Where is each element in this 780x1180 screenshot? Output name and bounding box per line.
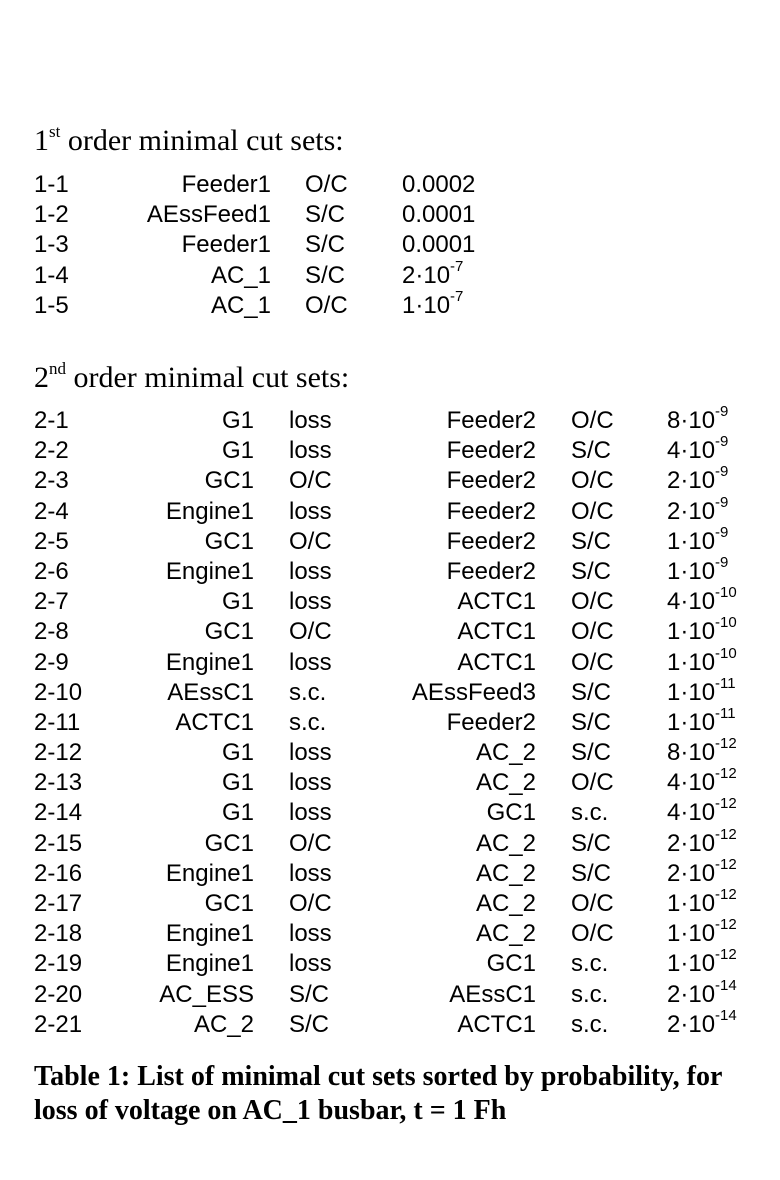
probability <box>667 855 737 889</box>
probability-mantissa: 0.0002 <box>402 171 476 198</box>
table-row <box>0 553 780 587</box>
component-2: AC_2 <box>475 769 536 797</box>
failure-mode-2: O/C <box>571 497 614 525</box>
cut-set-id: 1-2 <box>34 201 69 229</box>
component-1: Engine1 <box>165 497 254 525</box>
failure-mode-1: s.c. <box>289 708 327 736</box>
probability <box>667 674 736 708</box>
table-row <box>0 403 780 436</box>
probability <box>667 523 729 557</box>
failure-mode: O/C <box>305 171 348 198</box>
probability-mantissa: 2·10 <box>667 467 716 495</box>
probability-exponent: -9 <box>715 493 729 511</box>
failure-mode-2: s.c. <box>571 950 609 978</box>
probability <box>402 170 475 200</box>
probability <box>667 735 737 768</box>
probability-mantissa: 1·10 <box>667 527 716 555</box>
probability-exponent: -14 <box>715 1006 737 1024</box>
failure-mode-1: S/C <box>289 1010 330 1038</box>
first-order-heading: 1st order minimal cut sets: <box>34 122 344 157</box>
failure-mode-1: loss <box>289 739 332 767</box>
component-1: Engine1 <box>165 859 254 887</box>
component-1: Engine1 <box>165 648 254 676</box>
component-2: Feeder2 <box>446 407 536 434</box>
component-2: Feeder2 <box>446 557 536 585</box>
probability-mantissa: 1·10 <box>667 950 716 978</box>
failure-mode-1: O/C <box>289 527 332 555</box>
probability-mantissa: 4·10 <box>667 799 716 827</box>
probability-exponent: -12 <box>715 886 737 903</box>
cut-set-id: 2-12 <box>34 739 83 767</box>
probability <box>667 1006 737 1040</box>
table-row <box>0 523 780 557</box>
table-row <box>0 433 780 466</box>
failure-mode-2: s.c. <box>571 980 609 1008</box>
probability-exponent: -12 <box>715 825 737 843</box>
probability <box>667 614 737 647</box>
probability-exponent: -9 <box>715 523 729 541</box>
probability <box>667 916 737 949</box>
probability <box>667 765 737 798</box>
probability-exponent: -12 <box>715 916 737 934</box>
probability-mantissa: 2·10 <box>667 829 716 857</box>
component-1: ACTC1 <box>175 708 254 736</box>
failure-mode-2: S/C <box>571 829 612 857</box>
cut-set-id: 1-4 <box>34 261 69 289</box>
probability <box>402 287 464 321</box>
failure-mode-2: O/C <box>571 407 614 434</box>
cut-set-id: 2-10 <box>34 678 83 706</box>
table-row <box>0 493 780 527</box>
probability-mantissa: 1·10 <box>402 291 451 319</box>
component-1: Engine1 <box>165 557 254 585</box>
probability-exponent: -10 <box>715 644 737 662</box>
cut-set-id: 1-1 <box>34 171 69 198</box>
table-row <box>0 946 780 979</box>
component-1: Engine1 <box>165 920 254 948</box>
failure-mode-2: S/C <box>571 678 612 706</box>
failure-mode-1: O/C <box>289 829 332 857</box>
probability-mantissa: 8·10 <box>667 407 716 434</box>
probability-exponent: -9 <box>715 553 729 571</box>
probability <box>667 584 737 617</box>
cut-set-id: 2-7 <box>34 588 69 616</box>
probability-mantissa: 1·10 <box>667 708 716 736</box>
failure-mode-2: O/C <box>571 467 614 495</box>
failure-mode-2: S/C <box>571 437 612 465</box>
probability-exponent: -9 <box>715 463 729 481</box>
table-row <box>0 257 780 291</box>
component-2: ACTC1 <box>457 648 536 676</box>
table-row <box>0 644 780 678</box>
failure-mode-1: loss <box>289 437 332 465</box>
probability-mantissa: 2·10 <box>667 497 716 525</box>
probability-exponent: -11 <box>715 704 736 722</box>
probability-exponent: -9 <box>715 433 729 451</box>
component-1: G1 <box>221 769 254 797</box>
second-order-cut-set-table <box>0 403 780 1040</box>
probability <box>667 493 729 527</box>
failure-mode-1: O/C <box>289 618 332 646</box>
component-1: AC_ESS <box>159 980 254 1008</box>
failure-mode-1: loss <box>289 859 332 887</box>
failure-mode-2: O/C <box>571 890 614 917</box>
probability-exponent: -12 <box>715 735 737 753</box>
component-2: AEssFeed3 <box>411 678 536 706</box>
component-1: GC1 <box>204 618 254 646</box>
component-2: AC_2 <box>475 829 536 857</box>
probability-mantissa: 2·10 <box>667 1010 716 1038</box>
probability <box>667 704 736 738</box>
cut-set-id: 1-3 <box>34 231 69 259</box>
probability-mantissa: 4·10 <box>667 588 716 616</box>
component-1: GC1 <box>204 467 254 495</box>
component-2: Feeder2 <box>446 497 536 525</box>
probability <box>402 230 475 260</box>
component-1: G1 <box>221 739 254 767</box>
cut-set-id: 2-9 <box>34 648 69 676</box>
probability <box>667 403 729 436</box>
probability <box>667 463 729 496</box>
probability <box>667 886 737 919</box>
probability <box>667 553 729 587</box>
probability-mantissa: 2·10 <box>402 261 451 289</box>
probability-mantissa: 2·10 <box>667 980 716 1008</box>
component-2: Feeder2 <box>446 467 536 495</box>
probability <box>667 976 737 1010</box>
component-2: Feeder2 <box>446 708 536 736</box>
failure-mode-2: S/C <box>571 708 612 736</box>
probability-mantissa: 1·10 <box>667 920 716 948</box>
probability-exponent: -7 <box>450 287 464 305</box>
probability-mantissa: 4·10 <box>667 769 716 797</box>
probability <box>667 433 729 466</box>
cut-set-id: 2-11 <box>34 708 81 736</box>
failure-mode-1: s.c. <box>289 678 327 706</box>
probability-mantissa: 4·10 <box>667 437 716 465</box>
component-2: Feeder2 <box>446 527 536 555</box>
cut-set-id: 2-20 <box>34 980 83 1008</box>
probability-mantissa: 0.0001 <box>402 201 476 229</box>
table-row <box>0 735 780 768</box>
table-row <box>0 765 780 798</box>
component-1: AC_2 <box>193 1010 254 1038</box>
component: AEssFeed1 <box>146 201 271 229</box>
probability-exponent: -12 <box>715 795 737 813</box>
cut-set-id: 2-17 <box>34 890 83 917</box>
failure-mode: S/C <box>305 261 346 289</box>
failure-mode-1: loss <box>289 799 332 827</box>
probability-exponent: -12 <box>715 946 737 964</box>
failure-mode-1: loss <box>289 497 332 525</box>
component-1: G1 <box>221 407 254 434</box>
table-row <box>0 584 780 617</box>
failure-mode: S/C <box>305 201 346 229</box>
failure-mode-1: S/C <box>289 980 330 1008</box>
probability-exponent: -11 <box>715 674 736 692</box>
component: AC_1 <box>210 261 271 289</box>
probability-mantissa: 1·10 <box>667 557 716 585</box>
failure-mode-1: loss <box>289 588 332 616</box>
table-row <box>0 463 780 496</box>
cut-set-id: 2-14 <box>34 799 83 827</box>
probability-mantissa: 0.0001 <box>402 231 476 259</box>
table-row <box>0 855 780 889</box>
table-row <box>0 674 780 708</box>
probability-exponent: -10 <box>715 614 737 632</box>
failure-mode-1: loss <box>289 648 332 676</box>
cut-set-id: 2-8 <box>34 618 69 646</box>
cut-set-id: 2-4 <box>34 497 69 525</box>
failure-mode-2: s.c. <box>571 799 609 827</box>
table-row <box>0 200 780 230</box>
probability-exponent: -12 <box>715 855 737 873</box>
component-2: GC1 <box>486 799 536 827</box>
probability-exponent: -9 <box>715 403 729 420</box>
failure-mode-2: O/C <box>571 769 614 797</box>
table-row <box>0 916 780 949</box>
probability-exponent: -7 <box>450 257 464 275</box>
cut-set-id: 2-21 <box>34 1010 83 1038</box>
probability-mantissa: 2·10 <box>667 859 716 887</box>
probability <box>402 200 475 230</box>
probability <box>667 795 737 828</box>
probability-exponent: -12 <box>715 765 737 783</box>
probability-mantissa: 8·10 <box>667 739 716 767</box>
cut-set-id: 2-5 <box>34 527 69 555</box>
component-1: GC1 <box>204 829 254 857</box>
cut-set-id: 2-2 <box>34 437 69 465</box>
failure-mode-2: S/C <box>571 527 612 555</box>
failure-mode-2: S/C <box>571 739 612 767</box>
failure-mode-1: loss <box>289 769 332 797</box>
table-row <box>0 1006 780 1040</box>
component-2: AC_2 <box>475 890 536 917</box>
table-row <box>0 230 780 260</box>
failure-mode: O/C <box>305 291 348 319</box>
cut-set-id: 2-15 <box>34 829 83 857</box>
component: AC_1 <box>210 291 271 319</box>
failure-mode-2: O/C <box>571 588 614 616</box>
table-row <box>0 825 780 859</box>
failure-mode-2: O/C <box>571 648 614 676</box>
component-2: Feeder2 <box>446 437 536 465</box>
cut-set-id: 2-13 <box>34 769 83 797</box>
component: Feeder1 <box>181 171 271 198</box>
component-2: AC_2 <box>475 859 536 887</box>
failure-mode-2: O/C <box>571 618 614 646</box>
cut-set-id: 2-6 <box>34 557 69 585</box>
component-2: AC_2 <box>475 739 536 767</box>
table-row <box>0 976 780 1010</box>
failure-mode-2: s.c. <box>571 1010 609 1038</box>
component-1: G1 <box>221 799 254 827</box>
failure-mode-1: loss <box>289 557 332 585</box>
failure-mode-2: S/C <box>571 557 612 585</box>
cut-set-id: 2-18 <box>34 920 83 948</box>
cut-set-id: 2-16 <box>34 859 83 887</box>
component-2: ACTC1 <box>457 618 536 646</box>
component-2: AEssC1 <box>449 980 536 1008</box>
probability-mantissa: 1·10 <box>667 890 716 917</box>
component-1: GC1 <box>204 890 254 917</box>
component-1: G1 <box>221 437 254 465</box>
probability <box>402 257 464 291</box>
second-order-heading: 2nd order minimal cut sets: <box>34 359 350 394</box>
table-row <box>0 287 780 321</box>
table-row <box>0 795 780 828</box>
cut-set-id: 2-1 <box>34 407 69 434</box>
component-2: ACTC1 <box>457 588 536 616</box>
cut-set-id: 1-5 <box>34 291 69 319</box>
table-row <box>0 704 780 738</box>
probability <box>667 946 737 979</box>
table-row <box>0 170 780 200</box>
probability-mantissa: 1·10 <box>667 678 716 706</box>
failure-mode-2: O/C <box>571 920 614 948</box>
component-1: G1 <box>221 588 254 616</box>
component-2: ACTC1 <box>457 1010 536 1038</box>
failure-mode-1: loss <box>289 950 332 978</box>
component-2: AC_2 <box>475 920 536 948</box>
probability-exponent: -14 <box>715 976 737 994</box>
component-1: AEssC1 <box>167 678 254 706</box>
component: Feeder1 <box>181 231 271 259</box>
component-1: GC1 <box>204 527 254 555</box>
failure-mode-1: loss <box>289 407 332 434</box>
table-row <box>0 614 780 647</box>
probability-mantissa: 1·10 <box>667 618 716 646</box>
table-row <box>0 886 780 919</box>
probability-mantissa: 1·10 <box>667 648 716 676</box>
component-2: GC1 <box>486 950 536 978</box>
failure-mode: S/C <box>305 231 346 259</box>
failure-mode-1: O/C <box>289 890 332 917</box>
probability <box>667 825 737 859</box>
first-order-cut-set-table <box>0 170 780 321</box>
failure-mode-2: S/C <box>571 859 612 887</box>
cut-set-id: 2-3 <box>34 467 69 495</box>
failure-mode-1: loss <box>289 920 332 948</box>
cut-set-id: 2-19 <box>34 950 83 978</box>
component-1: Engine1 <box>165 950 254 978</box>
probability <box>667 644 737 678</box>
probability-exponent: -10 <box>715 584 737 602</box>
table-caption: Table 1: List of minimal cut sets sorted by probability, for loss of voltage on AC_1 busbar, t = 1 Fh <box>34 1061 722 1126</box>
failure-mode-1: O/C <box>289 467 332 495</box>
